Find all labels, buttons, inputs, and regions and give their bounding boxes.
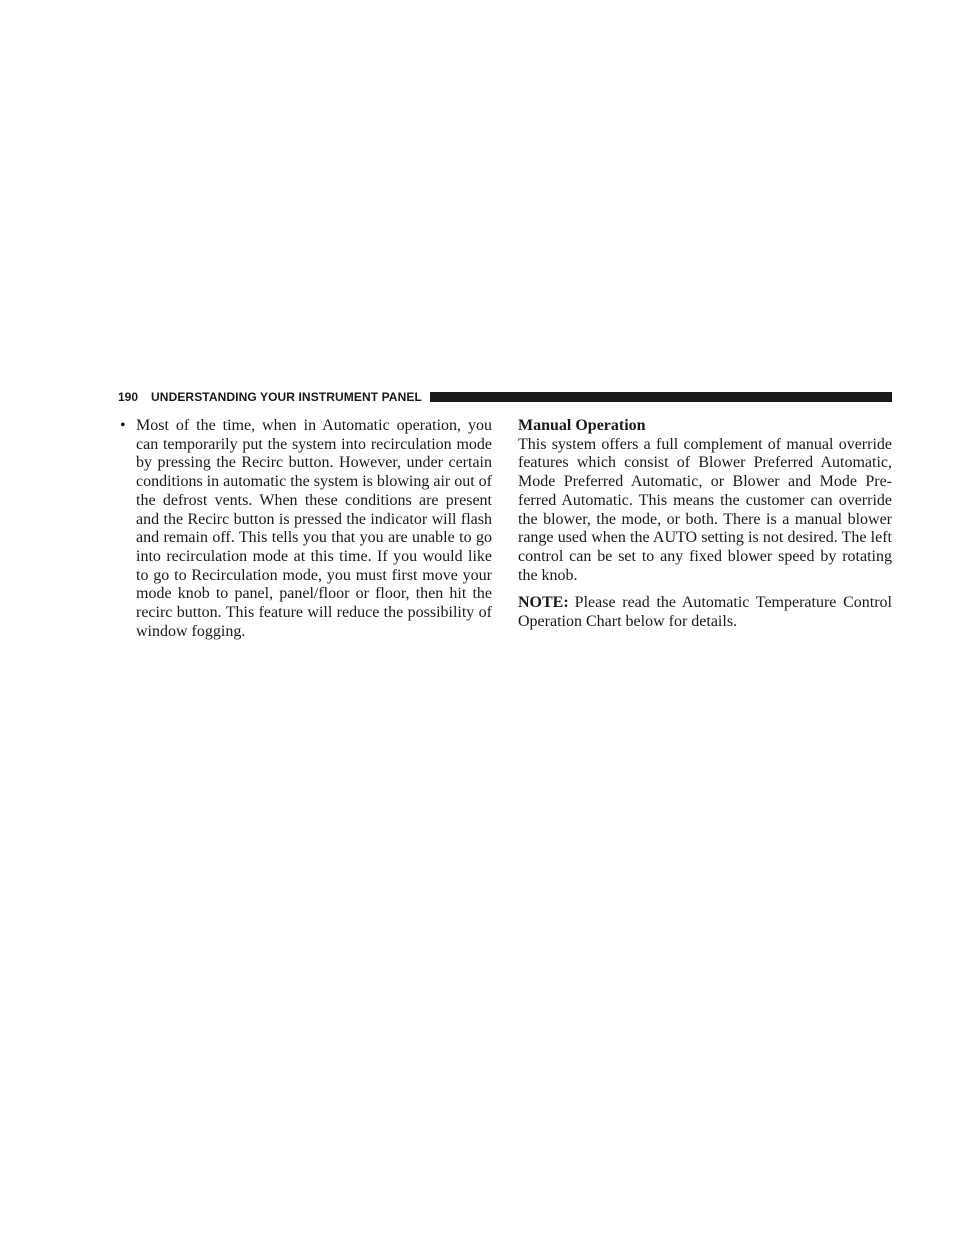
bullet-icon: • bbox=[120, 417, 126, 434]
note-label: NOTE: bbox=[518, 594, 569, 612]
page-number: 190 bbox=[118, 390, 139, 404]
manual-operation-heading: Manual Operation bbox=[518, 417, 646, 434]
bullet-item-recirc bbox=[118, 417, 492, 641]
header-rule-bar bbox=[430, 392, 892, 402]
section-title: UNDERSTANDING YOUR INSTRUMENT PANEL bbox=[151, 390, 422, 404]
note-paragraph bbox=[518, 594, 892, 631]
note-text: Please read the Automatic Temperature Control Operation Chart below for details. bbox=[518, 594, 892, 631]
left-column bbox=[118, 417, 492, 641]
page-header bbox=[118, 389, 892, 405]
bullet-text: Most of the time, when in Automatic operation, you can temporarily put the system into recirculation mode by pressing the Recirc button. However, under certain conditions in automatic the system is blowing air out of the defrost vents. When these conditions are present and the Recirc button is pressed the indicator will flash and remain off. This tells you that you are unable to go into recirculation mode at this time. If you would like to go to Recirculation mode, you must first move your mode knob to panel, panel/floor or floor, then hit the recirc button. This feature will reduce the possibility of window fogging. bbox=[136, 417, 492, 640]
right-column bbox=[518, 417, 892, 632]
manual-operation-paragraph: This system offers a full complement of manual override features which consist of Blower Preferred Automatic, Mode Preferred Automatic, or Blower and Mode Pre-ferred Automatic. This means the customer can override the blower, the mode, or both. There is a manual blower range used when the AUTO setting is not desired. The left control can be set to any fixed blower speed by rotating the knob. bbox=[518, 435, 892, 584]
